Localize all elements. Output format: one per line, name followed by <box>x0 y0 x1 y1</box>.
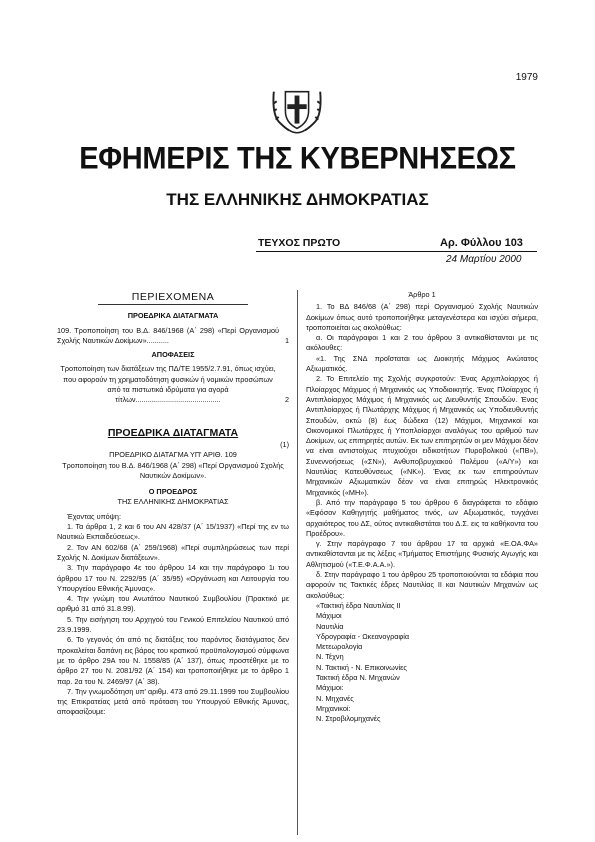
decree-paragraph: 7. Την γνωμοδότηση υπ' αριθμ. 473 από 29.11.1999 του Συμβουλίου της Επικρατείας μετά από πρόταση του Υπουργού Εθνικής Άμυνας, αποφασίζουμε: <box>57 686 289 717</box>
article-paragraph: β. Από την παράγραφο 5 του άρθρου 6 διαγράφεται το εδάφιο «Εφόσον Καθηγητής μαθήματος τινός, ων Αξιωματικός, τυγχάνει αρχαιότερος του ΔΣ, ούτος αντικαθιστάται του Δ.Σ. εις τα καθήκοντα του Προέδρου». <box>306 497 538 538</box>
chair-list-item: Ν. Τέχνη <box>316 652 344 662</box>
article-paragraph: δ. Στην παράγραφο 1 του άρθρου 25 τροποποιούνται τα εδάφια που αφορούν τις Τακτικές έδρες Ναυτιλίας ΙΙ και Ναυτικών Μηχανών ως ακολούθως: <box>306 570 538 600</box>
toc-entry <box>57 326 289 347</box>
chair-list-item: Ν. Μηχανές <box>316 693 354 703</box>
president-heading: Ο ΠΡΟΕΔΡΟΣ <box>148 487 198 497</box>
toc-entry-text: Τροποποίηση των διατάξεων της ΠΔ/ΤΕ 1955/2.7.91, όπως ισχύει, που αφορούν τη χρηματοδότηση φυσικών ή νομικών προσώπων από τα πιστωτικά ιδρύματα για αγορά τίτλων.......................................... <box>60 364 276 405</box>
contents-rule <box>98 304 248 305</box>
contents-section-decrees: ΠΡΟΕΔΡΙΚΑ ΔΙΑΤΑΓΜΑΤΑ <box>127 311 219 321</box>
toc-entry <box>57 364 289 405</box>
article-paragraph: α. Οι παράγραφοι 1 και 2 του άρθρου 3 αντικαθίστανται με τις ακόλουθες: <box>306 333 538 353</box>
toc-entry-page: 1 <box>284 335 289 345</box>
having-regard: Έχοντας υπόψη: <box>67 511 121 521</box>
left-column <box>57 290 289 718</box>
chair-list-item: Ναυτιλία <box>316 621 344 631</box>
chair-list <box>306 601 538 725</box>
chair-list-item: Υδρογραφία - Ωκεανογραφία <box>316 631 410 641</box>
contents-title: ΠΕΡΙΕΧΟΜΕΝΑ <box>131 291 215 303</box>
article-paragraph: «1. Της ΣΝΔ προΐσταται ως Διοικητής Μάχιμος Ανώτατος Αξιωματικός. <box>306 353 538 374</box>
greek-coat-of-arms-icon <box>268 82 326 140</box>
decree-name: ΠΡΟΕΔΡΙΚΟ ΔΙΑΤΑΓΜΑ ΥΠ' ΑΡΙΘ. 109 <box>109 450 237 460</box>
chair-list-item: Μάχιμοι <box>316 611 342 621</box>
decree-subject: Τροποποίηση του Β.Δ. 846/1968 (Α΄ 298) «Περί Οργανισμού Σχολής Ναυτικών Δοκίμων». <box>62 460 284 480</box>
header-rule <box>256 251 537 252</box>
issue-label: ΤΕΥΧΟΣ ΠΡΩΤΟ <box>258 237 341 249</box>
president-heading-2: ΤΗΣ ΕΛΛΗΝΙΚΗΣ ΔΗΜΟΚΡΑΤΙΑΣ <box>117 497 229 507</box>
chair-list-item: Ν. Τακτική - Ν. Επικοινωνίες <box>316 662 407 672</box>
decree-paragraph: 5. Την εισήγηση του Αρχηγού του Γενικού Επιτελείου Ναυτικού από 23.9.1999. <box>57 614 289 635</box>
right-column <box>306 290 538 724</box>
decree-paragraph: 6. Το γεγονός ότι από τις διατάξεις του παρόντος διατάγματος δεν προκαλείται δαπάνη εις βάρος του κρατικού προϋπολογισμού σύμφωνα με το άρθρο 29Α του Ν. 1558/85 (Α΄ 137), όπως προστέθηκε με το άρθρο 27 του Ν. 2081/92 (Α΄ 154) και τροποποιήθηκε με το άρθρο 1 παρ. 2α του Ν. 2469/97 (Α΄ 38). <box>57 635 289 686</box>
article-paragraph: γ. Στην παράγραφο 7 του άρθρου 17 τα αρχικά «Ε.ΟΑ.ΦΑ» αντικαθίστανται με τις λέξεις «Τμήματος Επιστήμης Φυσικής Αγωγής και Αθλητισμού («Τ.Ε.Φ.Α.Α.»). <box>306 539 538 569</box>
chair-list-item: Ν. Στροβιλομηχανές <box>316 714 381 724</box>
gazette-subtitle: ΤΗΣ ΕΛΛΗΝΙΚΗΣ ΔΗΜΟΚΡΑΤΙΑΣ <box>166 190 429 209</box>
contents-section-decisions: ΑΠΟΦΑΣΕΙΣ <box>151 350 195 360</box>
decree-paragraph: 4. Την γνώμη του Ανωτάτου Ναυτικού Συμβουλίου (Πρακτικό με αριθμό 31 από 31.8.99). <box>57 594 289 614</box>
article-title: Άρθρο 1 <box>408 290 436 299</box>
column-divider <box>297 290 298 835</box>
decree-paragraph: 1. Τα άρθρα 1, 2 και 6 του ΑΝ 428/37 (Α΄ 15/1937) «Περί της εν τω Ναυτικώ Εκπαιδεύσεως». <box>57 522 289 542</box>
page-number: 1979 <box>515 72 538 83</box>
chair-list-item: Μηχανικοί: <box>316 703 351 713</box>
chair-list-item: Τακτική έδρα Ν. Μηχανών <box>316 672 400 682</box>
gazette-title: ΕΦΗΜΕΡΙΣ ΤΗΣ ΚΥΒΕΡΝΗΣΕΩΣ <box>79 141 516 177</box>
sheet-number: Αρ. Φύλλου 103 <box>440 237 523 249</box>
decree-ref-number: (1) <box>280 439 289 449</box>
article-paragraph: 1. Το ΒΔ 846/68 (Α΄ 298) περί Οργανισμού Σχολής Ναυτικών Δοκίμων όπως αυτό τροποποιήθηκε μεταγενέστερα και ισχύει σήμερα, τροποποιείται ως ακολούθως: <box>306 302 538 332</box>
chair-list-item: Μετεωρολογία <box>316 642 363 652</box>
issue-date: 24 Μαρτίου 2000 <box>446 254 522 265</box>
toc-entry-text: 109. Τροποποίηση του Β.Δ. 846/1968 (Α΄ 298) «Περί Οργανισμού Σχολής Ναυτικών Δοκίμων»........... <box>57 325 279 345</box>
decrees-section-heading: ΠΡΟΕΔΡΙΚΑ ΔΙΑΤΑΓΜΑΤΑ <box>107 426 239 439</box>
decree-paragraph: 3. Την παράγραφο 4ε του άρθρου 14 και την παράγραφο 1ι του άρθρου 17 του Ν. 2292/95 (Α΄ 35/95) «Οργάνωση και Λειτουργία του Υπουργείου Εθνικής Άμυνας». <box>57 563 289 593</box>
article-paragraph: 2. Το Επιτελείο της Σχολής συγκροτούν: Ένας Αρχιπλοίαρχος ή Πλοίαρχος Μάχιμος ή Μηχανικός ως Υποδιοικητής. Ένας Πλοίαρχος ή Αντιπλοίαρχος Μάχιμος ή Μηχανικός ως Διευθυντής Σπουδών. Ένας Αντιπλοίαρχος ή Πλωτάρχης Μάχιμος ή Μηχανικός ως Υποδιευθυντής Σπουδών, οκτώ (8) έως δώδεκα (12) Μάχιμοι, Μηχανικοί και Οικονομικοί Πλωτάρχες ή Υποπλοίαρχοι αναλόγως του αριθμού των Δοκίμων, ως επιτηρητές αυτών. Εκ των επιτηρητών οι μεν Μάχιμοι δέον να είναι αντιστοίχως πτυχιούχοι ειδικοτήτων Πυροβολικού («ΠΒ»), Συνεννοήσεως («ΣΝ»), Ανθυποβρυχιακού Πολέμου («Α/Υ») και Ναυτιλίας Κατευθύνσεως («ΝΚ»). Ένας εκ των επιτηρούντων Μηχανικών Αξιωματικών δέον να είναι επιτηρώς Ηλεκτρονικός Μηχανικός («ΜΗ»). <box>306 374 538 497</box>
toc-entry-page: 2 <box>284 395 289 405</box>
decree-paragraph: 2. Τον ΑΝ 602/68 (Α΄ 259/1968) «Περί συμπληρώσεως των περί Σχολής Ν. Δοκίμων διατάξεων». <box>57 542 289 562</box>
chair-list-item: «Τακτική έδρα Ναυτιλίας ΙΙ <box>316 600 401 610</box>
chair-list-item: Μάχιμοι: <box>316 683 344 693</box>
